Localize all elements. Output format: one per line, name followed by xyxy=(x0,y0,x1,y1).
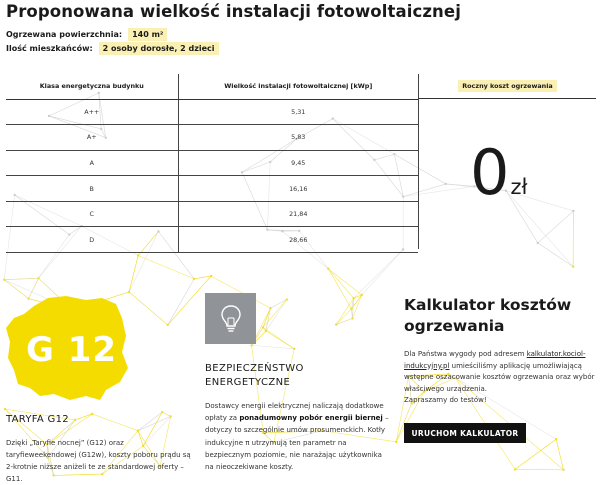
calculator-desc-part2: umieściliśmy aplikację umożliwiającą wstępne oszacowanie kosztów ogrzewania oraz wybór właściwego urządzenia. xyxy=(404,362,595,393)
run-calculator-button[interactable]: URUCHOM KALKULATOR xyxy=(404,423,526,443)
pv-size-cell: 9,45 xyxy=(178,150,418,176)
pv-size-cell: 28,66 xyxy=(178,227,418,253)
residents-row xyxy=(6,42,219,55)
table-row xyxy=(6,176,418,202)
lightbulb-icon xyxy=(219,304,243,334)
calculator-title: Kalkulator kosztów ogrzewania xyxy=(404,295,596,337)
energy-class-cell: D xyxy=(6,227,178,253)
calculator-desc-part1: Dla Państwa wygody pod adresem xyxy=(404,350,527,358)
heated-area-row xyxy=(6,28,167,41)
pv-size-table xyxy=(6,74,418,253)
security-desc-part1: Dostawcy energii elektrycznej naliczają dodatkowe opłaty za xyxy=(205,402,384,422)
residents-value: 2 osoby dorosłe, 2 dzieci xyxy=(99,42,219,55)
pv-size-cell: 21,84 xyxy=(178,201,418,227)
annual-cost-header-label: Roczny koszt ogrzewania xyxy=(458,80,556,92)
calculator-link[interactable]: kalkulator.kociol-indukcyjny.pl xyxy=(404,350,585,370)
security-title-line1: BEZPIECZEŃSTWO xyxy=(205,362,304,376)
annual-cost-value xyxy=(470,142,527,204)
lightbulb-icon-box xyxy=(205,293,256,344)
energy-class-cell: A+ xyxy=(6,125,178,151)
annual-cost-number: 0 xyxy=(470,142,507,204)
table-row xyxy=(6,99,418,125)
energy-class-cell: C xyxy=(6,201,178,227)
g12-title: TARYFA G12 xyxy=(6,414,69,425)
table-row xyxy=(6,227,418,253)
security-desc-bold: ponadumowny pobór energii biernej xyxy=(239,414,383,422)
energy-class-cell: B xyxy=(6,176,178,202)
pv-size-cell: 5,83 xyxy=(178,125,418,151)
calculator-invite: Zapraszamy do testów! xyxy=(404,396,487,404)
residents-label: Ilość mieszkańców: xyxy=(6,44,93,53)
table-row xyxy=(6,150,418,176)
g12-description: Dzięki „Taryfie nocnej” (G12) oraz taryfieweekendowej (G12w), koszty poboru prądu są 2-krotnie niższe aniżeli te ze standardowej oferty – G11. xyxy=(6,437,196,485)
table-row xyxy=(6,125,418,151)
energy-class-cell: A++ xyxy=(6,99,178,125)
page-title: Proponowana wielkość instalacji fotowoltaicznej xyxy=(6,2,461,21)
security-desc-part2: – dotyczy to szczególnie umów prosumenckich. Kotły indukcyjne π utrzymują ten parametr na bezpiecznym poziomie, nie narażając użytkownika na nieoczekiwane koszty. xyxy=(205,414,389,471)
pv-size-cell: 5,31 xyxy=(178,99,418,125)
annual-cost-unit: zł xyxy=(510,175,527,199)
calculator-description xyxy=(404,349,596,407)
g12-badge: G 12 xyxy=(26,330,117,370)
pv-size-cell: 16,16 xyxy=(178,176,418,202)
energy-class-cell: A xyxy=(6,150,178,176)
energy-class-header: Klasa energetyczna budynku xyxy=(6,74,178,99)
annual-cost-header xyxy=(418,74,596,99)
table-row xyxy=(6,201,418,227)
security-description xyxy=(205,400,391,473)
heated-area-label: Ogrzewana powierzchnia: xyxy=(6,30,122,39)
pv-size-header: Wielkość instalacji fotowoltaicznej [kWp] xyxy=(178,74,418,99)
security-title xyxy=(205,362,304,390)
heated-area-value: 140 m² xyxy=(128,28,167,41)
security-title-line2: ENERGETYCZNE xyxy=(205,376,304,390)
